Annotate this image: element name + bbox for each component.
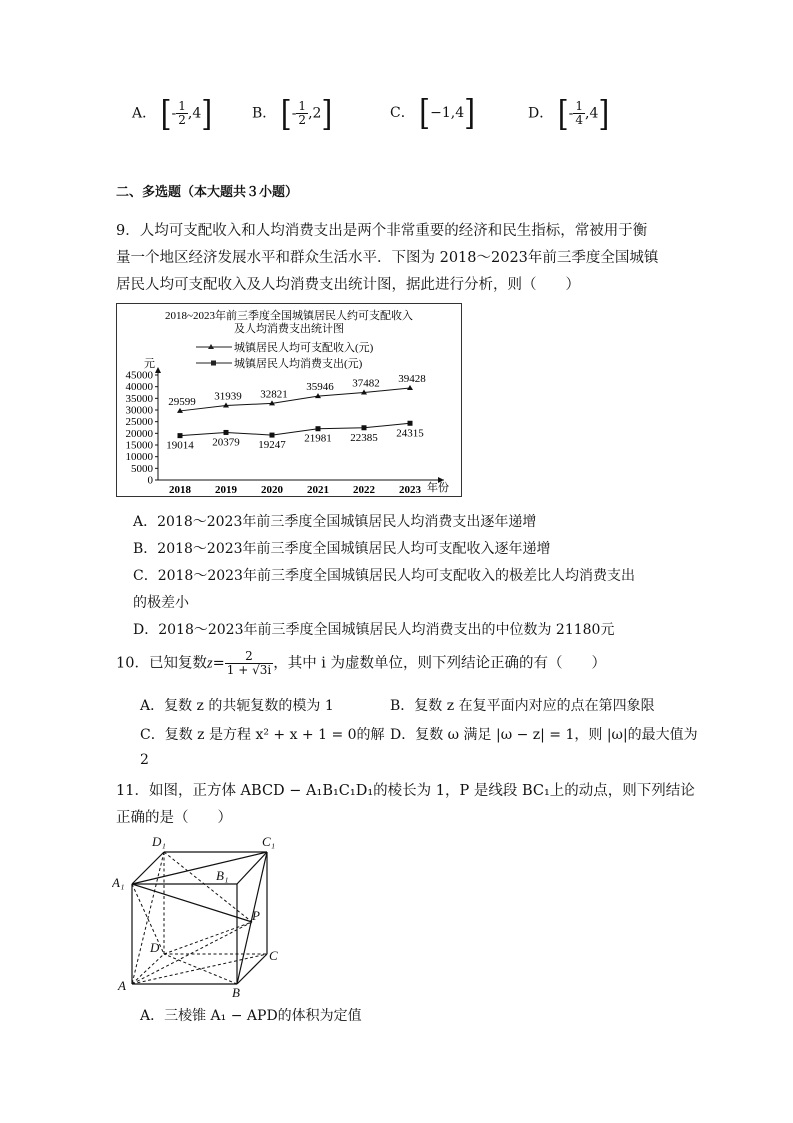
q11-option-a: A．三棱锥 A₁ − APD的体积为定值 bbox=[140, 1008, 362, 1024]
data-label: 24315 bbox=[396, 427, 424, 440]
y-axis-unit: 元 bbox=[144, 358, 155, 370]
legend-expense-label: 城镇居民人均消费支出(元) bbox=[234, 358, 363, 370]
section-title: 二、多选题（本大题共３小题） bbox=[116, 185, 299, 200]
data-point-square bbox=[224, 430, 229, 435]
data-label: 35946 bbox=[306, 381, 334, 394]
q8-option-a: A． [- $\frac{1}{2}$ ,4] bbox=[132, 92, 213, 134]
label-c1: C₁ bbox=[262, 834, 276, 849]
x-tick-label: 2023 bbox=[399, 484, 421, 496]
data-point-square bbox=[408, 421, 413, 426]
label-a1: A₁ bbox=[112, 875, 125, 890]
q11-line-2: 正确的是（ ） bbox=[116, 810, 232, 826]
y-tick-label: 20000 bbox=[125, 427, 153, 440]
y-tick-label: 0 bbox=[147, 474, 153, 487]
data-point-square bbox=[178, 433, 183, 438]
data-label: 31939 bbox=[214, 390, 242, 403]
y-tick-label: 5000 bbox=[131, 462, 153, 475]
data-label: 19014 bbox=[166, 439, 194, 452]
x-tick-label: 2019 bbox=[215, 484, 237, 496]
x-axis-unit: 年份 bbox=[427, 482, 449, 494]
q10-option-a: A．复数 z 的共轭复数的模为 1 bbox=[140, 698, 334, 714]
q9-option-d: D．2018～2023年前三季度全国城镇居民人均消费支出的中位数为 21180元 bbox=[133, 622, 615, 638]
q9-option-c-cont: 的极差小 bbox=[133, 595, 189, 611]
y-tick-label: 25000 bbox=[125, 416, 153, 429]
q11-line-1: 11．如图，正方体 ABCD − A₁B₁C₁D₁的棱长为 1，P 是线段 BC₁上的动点，则下列结论 bbox=[116, 783, 695, 799]
label-b1: B₁ bbox=[216, 868, 229, 883]
x-tick-label: 2021 bbox=[307, 484, 329, 496]
cube-hidden-edges bbox=[132, 852, 267, 984]
y-tick-label: 30000 bbox=[125, 404, 153, 417]
data-label: 20379 bbox=[212, 436, 240, 449]
q10-option-c: C．复数 z 是方程 x² + x + 1 = 0的解 bbox=[140, 727, 385, 743]
label-a: A bbox=[118, 978, 126, 993]
x-tick-label: 2018 bbox=[169, 484, 191, 496]
x-tick-label: 2022 bbox=[353, 484, 375, 496]
q9-line-3: 居民人均可支配收入及人均消费支出统计图，据此进行分析，则（ ） bbox=[116, 277, 580, 293]
q10-option-b: B．复数 z 在复平面内对应的点在第四象限 bbox=[390, 698, 655, 714]
y-tick-label: 15000 bbox=[125, 439, 153, 452]
q9-line-1: 9．人均可支配收入和人均消费支出是两个非常重要的经济和民生指标，常被用于衡 bbox=[116, 223, 648, 239]
label-d1: D₁ bbox=[152, 834, 166, 849]
q9-line-2: 量一个地区经济发展水平和群众生活水平．下图为 2018～2023年前三季度全国城镇 bbox=[116, 250, 659, 266]
data-label: 21981 bbox=[304, 432, 332, 445]
data-point-square bbox=[316, 426, 321, 431]
q9-option-a: A．2018～2023年前三季度全国城镇居民人均消费支出逐年递增 bbox=[133, 514, 537, 530]
q9-option-b: B．2018～2023年前三季度全国城镇居民人均可支配收入逐年递增 bbox=[133, 541, 551, 557]
q10-stem: 10．已知复数z= $\frac{2}{1 + √3i}$ ，其中 i 为虚数单位，则下列结论正确的有（ ） bbox=[116, 649, 607, 677]
data-point-square bbox=[362, 425, 367, 430]
q8-option-d: D． [- $\frac{1}{4}$ ,4] bbox=[528, 92, 610, 134]
chart-subtitle: 及人均消费支出统计图 bbox=[234, 323, 344, 335]
data-point-square bbox=[270, 433, 275, 438]
data-label: 29599 bbox=[168, 395, 196, 408]
data-label: 39428 bbox=[398, 373, 426, 386]
label-p: P bbox=[252, 908, 260, 923]
y-tick-label: 10000 bbox=[125, 451, 153, 464]
q10-option-d: D．复数 ω 满足 |ω − z| = 1，则 |ω|的最大值为 bbox=[390, 727, 698, 743]
q9-option-c: C．2018～2023年前三季度全国城镇居民人均可支配收入的极差比人均消费支出 bbox=[133, 568, 635, 584]
legend-square-marker bbox=[211, 361, 216, 366]
data-label: 37482 bbox=[352, 377, 380, 390]
x-tick-label: 2020 bbox=[261, 484, 283, 496]
legend-income-label: 城镇居民人均可支配收入(元) bbox=[234, 342, 374, 354]
data-label: 22385 bbox=[350, 431, 378, 444]
income-expense-chart bbox=[116, 303, 462, 497]
q8-option-c: C． [−1,4] bbox=[390, 91, 476, 133]
label-c: C bbox=[269, 948, 278, 963]
y-tick-label: 35000 bbox=[125, 392, 153, 405]
label-b: B bbox=[232, 985, 240, 1000]
q10-option-d-cont: 2 bbox=[140, 752, 149, 768]
label-d: D bbox=[150, 940, 160, 955]
cube-figure bbox=[112, 832, 292, 1000]
data-label: 32821 bbox=[260, 388, 288, 401]
cube-labels bbox=[112, 834, 278, 1000]
y-tick-label: 40000 bbox=[125, 381, 153, 394]
data-label: 19247 bbox=[258, 439, 286, 452]
y-tick-label: 45000 bbox=[125, 369, 153, 382]
q8-option-b: B． [- $\frac{1}{2}$ ,2] bbox=[252, 92, 333, 134]
chart-title: 2018~2023年前三季度全国城镇居民人约可支配收入 bbox=[165, 310, 413, 322]
